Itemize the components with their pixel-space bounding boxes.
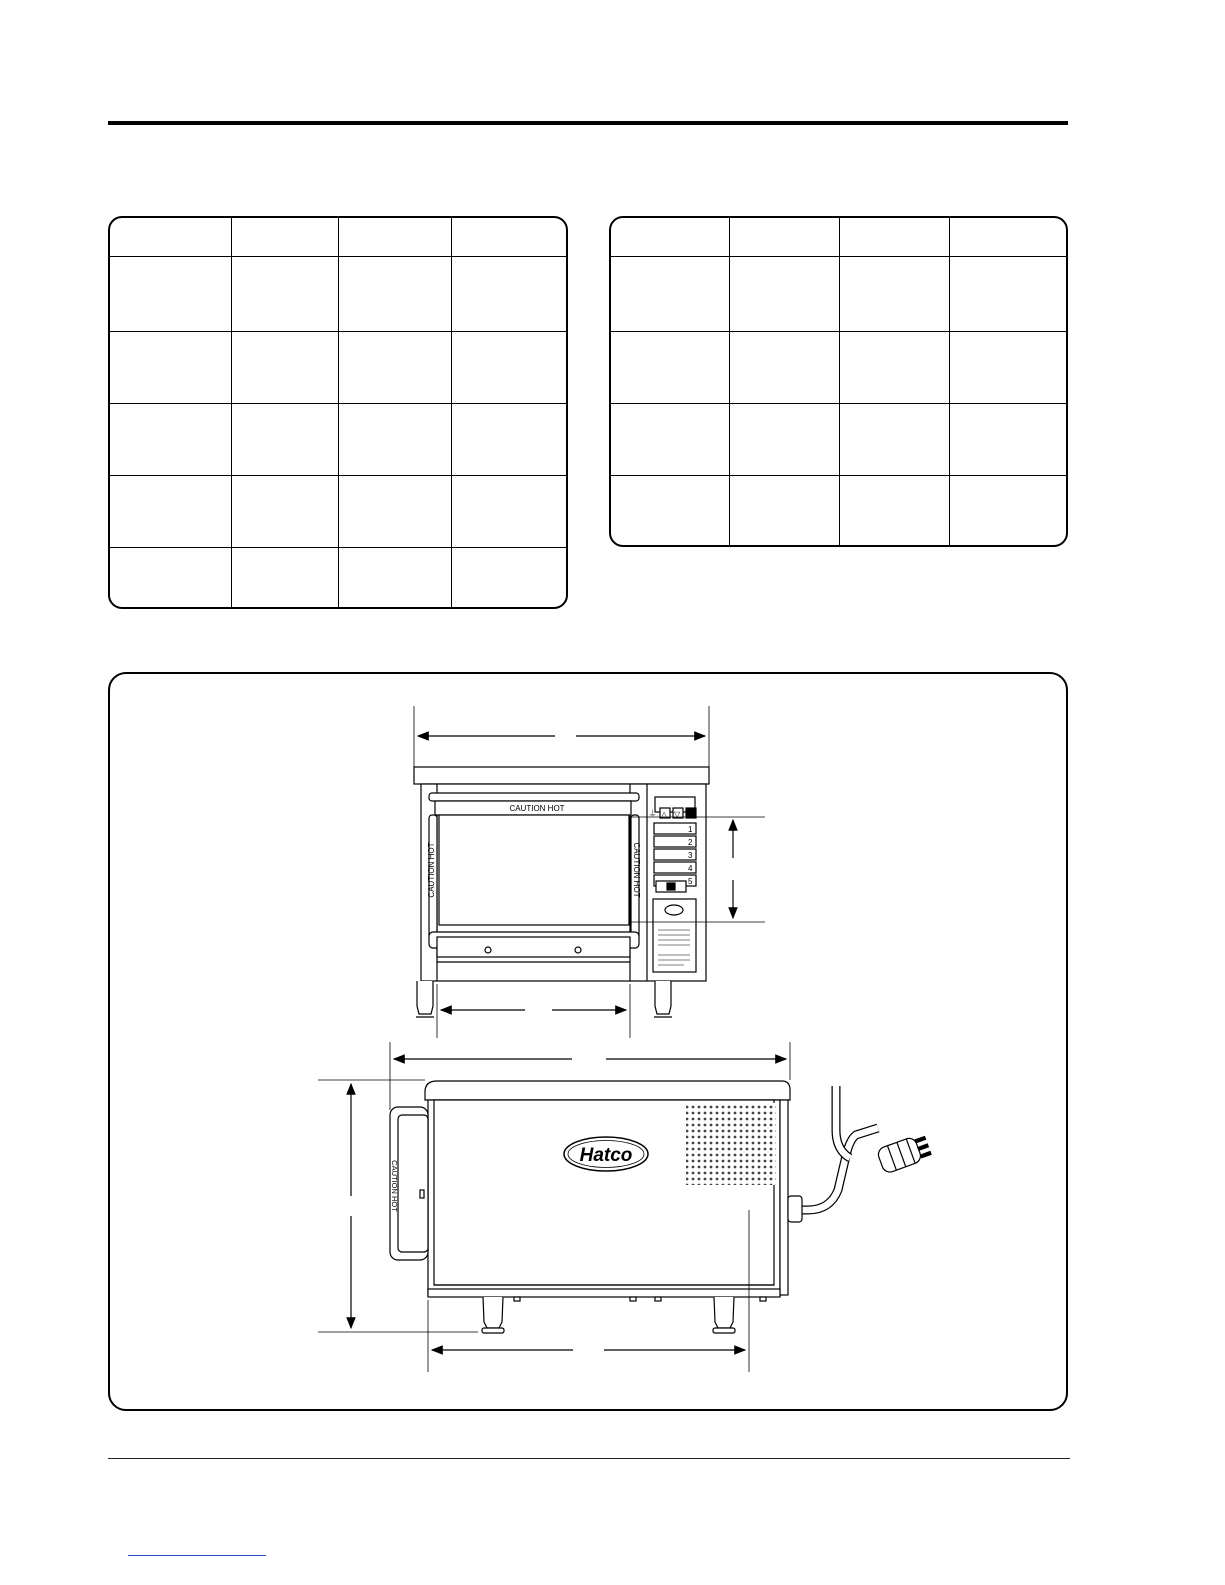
keypad-button-2: 2 [688, 838, 693, 847]
front-view [414, 706, 765, 1038]
caution-label-left: CAUTION HOT [427, 842, 436, 898]
keypad-button-1: 1 [688, 825, 693, 834]
power-plug-icon: ⏚ [648, 809, 658, 819]
side-view [318, 1042, 932, 1372]
up-arrow-icon: △ [661, 810, 668, 819]
caution-label-top: CAUTION HOT [509, 804, 565, 813]
keypad-button-3: 3 [688, 851, 693, 860]
footer-link-underline[interactable] [128, 1555, 266, 1556]
hatco-logo: Hatco [579, 1145, 633, 1166]
down-arrow-icon: ▽ [674, 810, 681, 819]
keypad-button-4: 4 [688, 864, 693, 873]
caution-label-right: CAUTION HOT [632, 842, 641, 898]
keypad-button-5: 5 [688, 877, 693, 886]
caution-label-side: CAUTION HOT [390, 1160, 399, 1212]
footer-rule [108, 1458, 1070, 1459]
